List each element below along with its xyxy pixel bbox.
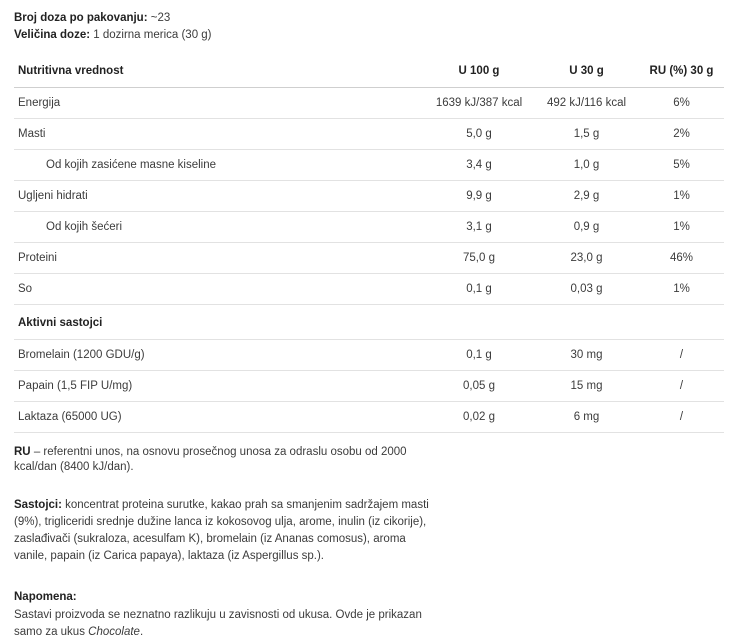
table-row xyxy=(14,274,724,305)
value-per-30g: 1,0 g xyxy=(534,150,639,181)
value-per-30g: 1,5 g xyxy=(534,119,639,150)
nutrition-table-body xyxy=(14,88,724,433)
column-header-name: Nutritivna vrednost xyxy=(14,58,424,88)
value-per-100g xyxy=(424,305,534,340)
servings-per-container-value: ~23 xyxy=(150,12,171,24)
value-per-100g: 5,0 g xyxy=(424,119,534,150)
table-row xyxy=(14,212,724,243)
serving-size-value: 1 dozirna merica (30 g) xyxy=(93,29,212,41)
value-per-30g: 492 kJ/116 kcal xyxy=(534,88,639,119)
serving-size-label: Veličina doze: xyxy=(14,29,91,41)
column-header-per100g: U 100 g xyxy=(424,58,534,88)
value-per-100g: 3,4 g xyxy=(424,150,534,181)
nutrient-name: Energija xyxy=(14,88,424,119)
value-per-100g: 0,05 g xyxy=(424,371,534,402)
servings-per-container-label: Broj doza po pakovanju: xyxy=(14,12,148,24)
value-per-30g: 6 mg xyxy=(534,402,639,433)
table-row xyxy=(14,402,724,433)
note-label: Napomena: xyxy=(14,591,77,603)
nutrition-table-head xyxy=(14,58,724,88)
value-per-30g: 2,9 g xyxy=(534,181,639,212)
table-row xyxy=(14,371,724,402)
servings-per-container xyxy=(14,10,724,27)
table-section-row xyxy=(14,305,724,340)
table-row xyxy=(14,150,724,181)
note-flavor: Chocolate xyxy=(88,626,140,638)
value-per-100g: 75,0 g xyxy=(424,243,534,274)
nutrient-name: Aktivni sastojci xyxy=(14,305,424,340)
value-ru-percent: 1% xyxy=(639,274,724,305)
value-per-100g: 0,1 g xyxy=(424,274,534,305)
value-per-100g: 3,1 g xyxy=(424,212,534,243)
value-per-100g: 9,9 g xyxy=(424,181,534,212)
table-row xyxy=(14,119,724,150)
nutrient-name: Ugljeni hidrati xyxy=(14,181,424,212)
value-per-30g: 23,0 g xyxy=(534,243,639,274)
value-per-100g: 0,1 g xyxy=(424,340,534,371)
table-row xyxy=(14,181,724,212)
serving-info xyxy=(14,10,724,44)
ru-footnote-text: – referentni unos, na osnovu prosečnog unosa za odraslu osobu od 2000 kcal/dan (8400 kJ/dan). xyxy=(14,446,407,473)
nutrient-name: Bromelain (1200 GDU/g) xyxy=(14,340,424,371)
value-ru-percent: / xyxy=(639,371,724,402)
value-per-30g: 30 mg xyxy=(534,340,639,371)
value-per-30g: 15 mg xyxy=(534,371,639,402)
value-per-30g: 0,9 g xyxy=(534,212,639,243)
value-per-100g: 0,02 g xyxy=(424,402,534,433)
ingredients-label: Sastojci: xyxy=(14,499,62,511)
value-ru-percent xyxy=(639,305,724,340)
nutrient-name: Masti xyxy=(14,119,424,150)
value-ru-percent: 1% xyxy=(639,212,724,243)
ingredients-text: koncentrat proteina surutke, kakao prah sa smanjenim sadržajem masti (9%), trigliceridi srednje dužine lanca iz kokosovog ulja, arome, inulin (iz cikorije), zaslađivači (sukraloza, acesulfam K), bromelain (iz Ananas comosus), aroma vanile, papain (iz Carica papaya), laktaza (iz Aspergillus sp.). xyxy=(14,499,429,562)
table-row xyxy=(14,340,724,371)
table-row xyxy=(14,88,724,119)
nutrient-name: Laktaza (65000 UG) xyxy=(14,402,424,433)
ru-footnote xyxy=(14,445,434,475)
note-text-after: . xyxy=(139,626,144,638)
ru-abbreviation: RU xyxy=(14,446,31,458)
nutrient-name: Od kojih zasićene masne kiseline xyxy=(14,150,424,181)
serving-size xyxy=(14,27,724,44)
value-per-30g: 0,03 g xyxy=(534,274,639,305)
value-per-100g: 1639 kJ/387 kcal xyxy=(424,88,534,119)
column-header-per30g: U 30 g xyxy=(534,58,639,88)
column-header-ru30g: RU (%) 30 g xyxy=(639,58,724,88)
note-block xyxy=(14,589,434,641)
table-header-row xyxy=(14,58,724,88)
value-per-30g xyxy=(534,305,639,340)
ingredients-block xyxy=(14,497,434,565)
table-row xyxy=(14,243,724,274)
value-ru-percent: / xyxy=(639,340,724,371)
note-text-before: Sastavi proizvoda se neznatno razlikuju u zavisnosti od ukusa. Ovde je prikazan samo za ukus xyxy=(14,609,422,638)
nutrition-table xyxy=(14,58,724,433)
nutrient-name: So xyxy=(14,274,424,305)
value-ru-percent: 2% xyxy=(639,119,724,150)
value-ru-percent: 46% xyxy=(639,243,724,274)
value-ru-percent: / xyxy=(639,402,724,433)
nutrient-name: Proteini xyxy=(14,243,424,274)
value-ru-percent: 5% xyxy=(639,150,724,181)
value-ru-percent: 6% xyxy=(639,88,724,119)
value-ru-percent: 1% xyxy=(639,181,724,212)
nutrient-name: Papain (1,5 FIP U/mg) xyxy=(14,371,424,402)
nutrient-name: Od kojih šećeri xyxy=(14,212,424,243)
